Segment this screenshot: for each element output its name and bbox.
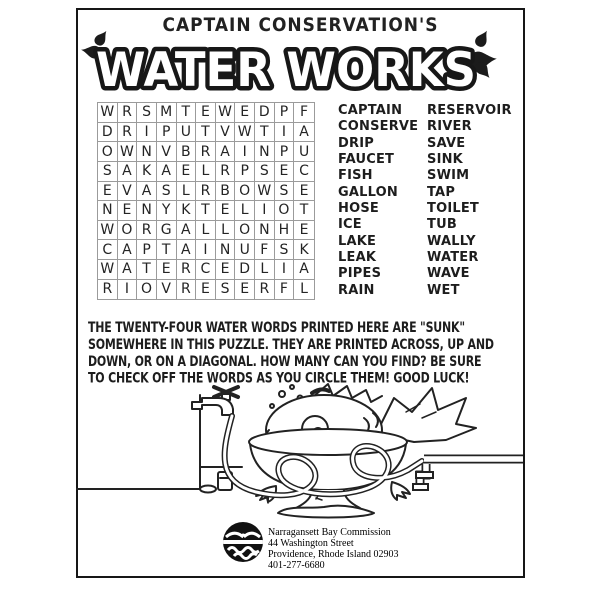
- grid-cell: W: [98, 103, 118, 123]
- word-list-item: TAP: [427, 184, 456, 200]
- grid-cell: T: [255, 123, 275, 143]
- word-list-item: TUB: [427, 217, 457, 233]
- pipes: [413, 459, 523, 490]
- grid-cell: T: [196, 201, 216, 221]
- grid-cell: S: [157, 182, 177, 202]
- word-list-item: WET: [427, 282, 460, 299]
- grid-cell: N: [255, 142, 275, 162]
- grid-cell: A: [177, 240, 197, 260]
- grid-cell: L: [177, 182, 197, 202]
- grid-cell: P: [235, 162, 255, 182]
- grid-cell: S: [275, 240, 295, 260]
- grid-cell: T: [157, 240, 177, 260]
- grid-cell: T: [137, 260, 157, 280]
- faucet-icon: [192, 387, 238, 415]
- word-list-item: WAVE: [427, 266, 470, 282]
- grid-cell: T: [196, 123, 216, 143]
- grid-cell: I: [275, 260, 295, 280]
- grid-cell: E: [157, 260, 177, 280]
- grid-cell: C: [98, 240, 118, 260]
- grid-cell: P: [275, 103, 295, 123]
- grid-cell: D: [235, 260, 255, 280]
- word-list-item: PIPES: [338, 266, 382, 282]
- word-list-item: RAIN: [338, 282, 375, 299]
- grid-cell: C: [196, 260, 216, 280]
- grid-cell: P: [137, 240, 157, 260]
- grid-cell: V: [157, 280, 177, 300]
- grid-cell: S: [98, 162, 118, 182]
- grid-cell: E: [235, 280, 255, 300]
- grid-cell: I: [196, 240, 216, 260]
- grid-cell: E: [196, 280, 216, 300]
- grid-cell: C: [294, 162, 314, 182]
- grid-cell: W: [98, 260, 118, 280]
- wall-outline: [76, 395, 200, 489]
- grid-cell: P: [275, 142, 295, 162]
- grid-cell: I: [118, 280, 138, 300]
- dish: [200, 486, 216, 493]
- title-artwork: [78, 26, 523, 104]
- grid-cell: R: [255, 280, 275, 300]
- grid-cell: L: [255, 260, 275, 280]
- grid-cell: U: [294, 142, 314, 162]
- grid-cell: E: [294, 182, 314, 202]
- grid-cell: L: [216, 221, 236, 241]
- header-kicker: CAPTAIN CONSERVATION'S: [162, 14, 439, 37]
- grid-cell: P: [157, 123, 177, 143]
- grid-cell: O: [235, 221, 255, 241]
- word-list-item: SINK: [427, 151, 463, 168]
- fish-right-foot: [391, 482, 410, 500]
- grid-cell: L: [300, 281, 308, 298]
- word-list-item: LAKE: [338, 233, 377, 250]
- grid-cell: S: [255, 162, 275, 182]
- grid-cell: A: [294, 123, 314, 143]
- word-list-item: CAPTAIN: [338, 102, 403, 119]
- word-list-item: DRIP: [338, 135, 374, 151]
- grid-cell: V: [157, 142, 177, 162]
- grid-cell: R: [118, 103, 138, 123]
- grid-cell: I: [137, 123, 157, 143]
- word-list-item: FISH: [338, 168, 373, 184]
- word-list-item: LEAK: [338, 249, 377, 266]
- grid-cell: U: [235, 240, 255, 260]
- word-list-item: SWIM: [427, 168, 470, 184]
- grid-cell: R: [177, 260, 197, 280]
- grid-cell: T: [177, 103, 197, 123]
- grid-cell: T: [294, 201, 314, 221]
- grid-cell: E: [177, 162, 197, 182]
- grid-cell: Y: [157, 201, 177, 221]
- bay-commission-logo: [222, 521, 264, 563]
- grid-cell: E: [98, 182, 118, 202]
- grid-cell: I: [255, 201, 275, 221]
- grid-cell: W: [118, 142, 138, 162]
- grid-cell: S: [275, 182, 295, 202]
- water-puddle: [278, 506, 374, 518]
- grid-cell: N: [137, 201, 157, 221]
- instructions-line: TO CHECK OFF THE WORDS AS YOU CIRCLE THEM! GOOD LUCK!: [88, 369, 470, 387]
- instructions-text: [88, 319, 524, 387]
- footer-address-block: [268, 527, 399, 571]
- word-list-col2: [427, 103, 512, 299]
- footer-phone: 401-277-6680: [268, 560, 325, 571]
- instructions-line: DOWN, OR ON A DIAGONAL. HOW MANY CAN YOU FIND? BE SURE: [88, 352, 482, 370]
- grid-cell: E: [196, 103, 216, 123]
- word-list-item: CONSERVE: [338, 119, 419, 135]
- word-list-item: TOILET: [427, 200, 479, 217]
- word-list-item: HOSE: [338, 200, 379, 217]
- grid-cell: O: [118, 221, 138, 241]
- grid-cell: N: [137, 142, 157, 162]
- grid-cell: L: [196, 162, 216, 182]
- word-list-item: GALLON: [338, 184, 398, 200]
- word-list-item: SAVE: [427, 135, 466, 151]
- grid-cell: R: [118, 123, 138, 143]
- grid-cell: B: [177, 142, 197, 162]
- grid-cell: I: [275, 123, 295, 143]
- grid-cell: O: [235, 182, 255, 202]
- grid-cell: N: [98, 201, 118, 221]
- grid-cell: A: [118, 260, 138, 280]
- footer-address2: Providence, Rhode Island 02903: [268, 549, 399, 560]
- grid-cell: A: [177, 221, 197, 241]
- word-list-item: FAUCET: [338, 151, 395, 168]
- grid-cell: V: [216, 123, 236, 143]
- grid-cell: F: [275, 280, 295, 300]
- grid-cell: A: [118, 240, 138, 260]
- grid-cell: K: [294, 240, 314, 260]
- grid-cell: R: [137, 221, 157, 241]
- footer-address1: 44 Washington Street: [268, 538, 354, 549]
- grid-cell: W: [235, 123, 255, 143]
- grid-cell: D: [255, 103, 275, 123]
- word-list-item: RESERVOIR: [427, 102, 512, 119]
- grid-cell: K: [177, 201, 197, 221]
- word-list-item: ICE: [338, 217, 362, 233]
- grid-cell: A: [294, 260, 314, 280]
- word-search-grid: [97, 102, 315, 300]
- footer-org: Narragansett Bay Commission: [268, 527, 391, 538]
- grid-cell: N: [216, 240, 236, 260]
- grid-cell: E: [118, 201, 138, 221]
- grid-cell: E: [216, 260, 236, 280]
- grid-cell: R: [196, 182, 216, 202]
- grid-cell: O: [137, 280, 157, 300]
- grid-cell: F: [255, 240, 275, 260]
- grid-cell: A: [216, 142, 236, 162]
- grid-cell: B: [216, 182, 236, 202]
- grid-cell: A: [157, 162, 177, 182]
- word-list-item: WATER: [427, 249, 479, 266]
- grid-cell: V: [118, 182, 138, 202]
- page-title: WATER WORKS: [96, 43, 476, 98]
- grid-cell: O: [275, 201, 295, 221]
- instructions-line: SOMEWHERE IN THIS PUZZLE. THEY ARE PRINTED ACROSS, UP AND: [88, 335, 494, 353]
- fish-in-tub-illustration: [76, 382, 523, 524]
- grid-cell: E: [275, 162, 295, 182]
- grid-cell: H: [275, 221, 295, 241]
- grid-cell: W: [255, 182, 275, 202]
- instructions-line: THE TWENTY-FOUR WATER WORDS PRINTED HERE ARE "SUNK": [88, 319, 465, 336]
- grid-cell: S: [216, 280, 236, 300]
- grid-cell: D: [98, 123, 118, 143]
- grid-cell: A: [118, 162, 138, 182]
- grid-cell: K: [137, 162, 157, 182]
- word-list-item: RIVER: [427, 119, 472, 135]
- grid-cell: A: [137, 182, 157, 202]
- grid-cell: W: [98, 221, 118, 241]
- grid-cell: L: [196, 221, 216, 241]
- word-list-col1: [338, 103, 418, 299]
- grid-cell: N: [255, 221, 275, 241]
- grid-cell: W: [216, 103, 236, 123]
- grid-cell: R: [196, 142, 216, 162]
- grid-cell: U: [177, 123, 197, 143]
- grid-cell: E: [235, 103, 255, 123]
- grid-cell: M: [157, 103, 177, 123]
- grid-cell: S: [137, 103, 157, 123]
- grid-cell: O: [98, 142, 118, 162]
- grid-cell: G: [157, 221, 177, 241]
- grid-cell: R: [216, 162, 236, 182]
- word-list-item: WALLY: [427, 233, 476, 250]
- grid-cell: R: [98, 280, 118, 300]
- grid-cell: I: [235, 142, 255, 162]
- grid-cell: R: [177, 280, 197, 300]
- grid-cell: L: [235, 201, 255, 221]
- grid-cell: E: [216, 201, 236, 221]
- grid-cell: F: [294, 103, 314, 123]
- grid-cell: E: [294, 221, 314, 241]
